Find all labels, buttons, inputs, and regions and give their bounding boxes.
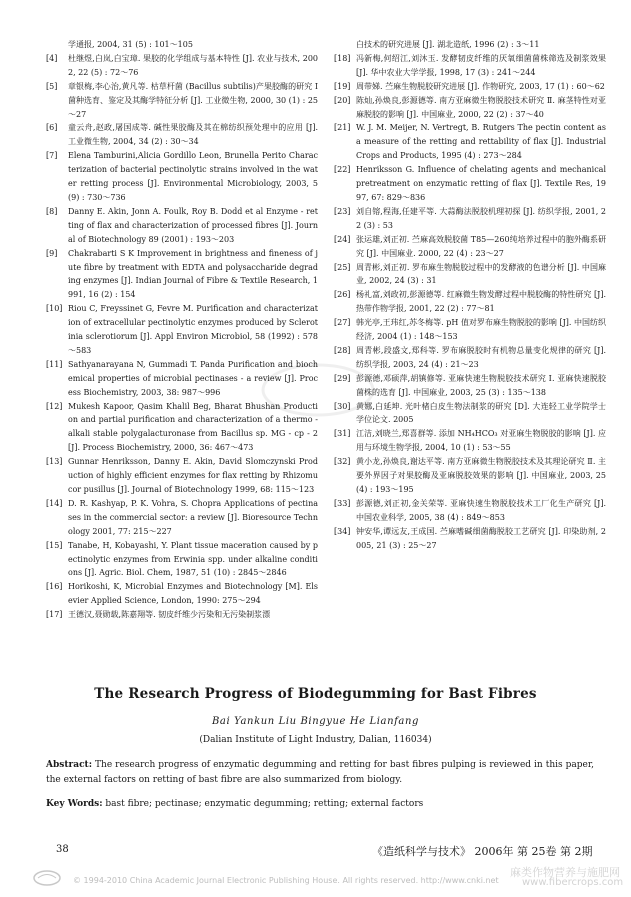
reference-item xyxy=(334,163,606,205)
footer xyxy=(0,866,631,897)
reference-number: [19] xyxy=(334,81,351,91)
reference-number: [22] xyxy=(334,165,351,175)
reference-number: [16] xyxy=(46,582,63,592)
keywords-label: Key Words: xyxy=(46,799,103,809)
reference-number: [12] xyxy=(46,401,63,411)
reference-text: W. J. M. Meijer, N. Vertregt, B. Rutgers The pectin content as a measure of the retting and rettability of flax [J]. Industrial Crops and Products, 1995 (4) : 273～284 xyxy=(356,123,606,161)
reference-item xyxy=(334,233,606,261)
reference-text: 周青彬,段盛文,郑科等. 罗布麻脱胶时有机物总量变化规律的研究 [J]. 纺织学报, 2003, 24 (4) : 21～23 xyxy=(356,345,606,369)
reference-item xyxy=(46,121,318,149)
reference-item xyxy=(46,80,318,122)
reference-number: [15] xyxy=(46,540,63,550)
reference-number: [13] xyxy=(46,457,63,467)
reference-text: 章银梅,李心治,黄凡等. 枯草杆菌 (Bacillus subtilis)产果胶酶的研究 Ⅰ 菌种选育、鉴定及其酶学特征分析 [J]. 工业微生物, 2000, 30 (1) : 25～27 xyxy=(68,81,318,119)
reference-item xyxy=(46,52,318,80)
reference-text: 周青彬,刘正初. 罗布麻生物脱胶过程中的发酵液的色谱分析 [J]. 中国麻业, 2002, 24 (3) : 31 xyxy=(356,262,606,286)
reference-text: Elena Tamburini,Alicia Gordillo Leon, Brunella Perito Characterization of bacterial pectinolytic strains involved in the water retting process [J]. Environmental Microbiology, 2003, 5 (9) : 730～736 xyxy=(68,151,318,202)
reference-item xyxy=(334,455,606,497)
reference-item xyxy=(334,38,606,52)
references-left-column xyxy=(46,38,318,622)
reference-item xyxy=(334,427,606,455)
journal-info: 《造纸科学与技术》 2006年 第 25卷 第 2期 xyxy=(372,845,593,858)
reference-item xyxy=(334,525,606,553)
reference-text: 冯新梅,何绍江,刘沐玉. 发酵韧皮纤维的厌氧细菌菌株筛选及制浆效果 [J]. 华中农业大学学报, 1998, 17 (3) : 241～244 xyxy=(356,53,606,77)
reference-number: [8] xyxy=(46,206,58,216)
reference-text: Chakrabarti S K Improvement in brightness and fineness of jute fibre by treatment with EDTA and polysaccharide degrading enzymes [J]. Indian Journal of Fibre & Textile Research, 1991, 16 (2) : 154 xyxy=(68,248,318,300)
reference-item xyxy=(46,497,318,539)
reference-text: 江洁,刘晓兰,郑喜群等. 添加 NH₄HCO₃ 对亚麻生物脱胶的影响 [J]. 应用与环境生物学报, 2004, 10 (1) : 53～55 xyxy=(356,429,606,453)
reference-item xyxy=(46,608,318,622)
reference-text: 钟安华,谭远友,王成国. 苎麻嗜碱细菌酶脱胶工艺研究 [J]. 印染助剂, 2005, 21 (3) : 25～27 xyxy=(356,526,606,550)
reference-text: 王德汉,聂勋载,陈嘉翔等. 韧皮纤维少污染和无污染制浆漂 xyxy=(68,610,271,620)
reference-text: 黄小龙,孙焕良,谢达平等. 南方亚麻微生物脱胶技术及其理论研究 Ⅱ. 主要外界因子对果胶酶及亚麻脱胶效果的影响 [J]. 中国麻业, 2003, 25 (4) : 193～195 xyxy=(356,457,606,494)
site-watermark-url[interactable]: www.fibercrops.com xyxy=(522,877,624,888)
reference-number: [30] xyxy=(334,401,351,411)
reference-text: 杜继煜,白岚,白宝璋. 果胶的化学组成与基本特性 [J]. 农业与技术, 2002, 22 (5) : 72～76 xyxy=(68,53,318,77)
reference-text: Mukesh Kapoor, Qasim Khalil Beg, Bharat Bhushan Production and partial purification and characterization of a thermo - alkali stable polygalacturonase from Bacillus sp. MG - cp - 2 [J]. Process Biochemistry, 2000, 36: 467～473 xyxy=(68,401,318,453)
reference-text: 黄娜,白延坤. 光叶楮白皮生物法制浆的研究 [D]. 大连轻工业学院学士学位论文. 2005 xyxy=(356,401,606,425)
abstract-label: Abstract: xyxy=(46,760,93,770)
reference-item xyxy=(46,302,318,358)
reference-number: [24] xyxy=(334,234,351,244)
reference-number: [5] xyxy=(46,81,58,91)
reference-item xyxy=(334,205,606,233)
reference-number: [4] xyxy=(46,53,58,63)
watermark-logo-icon xyxy=(258,360,378,420)
abstract-text: The research progress of enzymatic degumming and retting for bast fibres pulping is reviewed in this paper, the external factors on retting of bast fibre are also summarized from biology. xyxy=(46,760,594,785)
reference-item xyxy=(334,80,606,94)
reference-number: [9] xyxy=(46,248,58,258)
reference-item xyxy=(46,455,318,497)
reference-number: [25] xyxy=(334,262,351,272)
reference-item xyxy=(46,205,318,247)
copyright-text: © 1994-2010 China Academic Journal Electronic Publishing House. All rights reserved. http://www.cnki.net xyxy=(73,876,499,885)
reference-number: [10] xyxy=(46,304,63,314)
reference-number: [23] xyxy=(334,206,351,216)
reference-number: [27] xyxy=(334,318,351,328)
references-right-column xyxy=(334,38,606,553)
reference-text: 学通报, 2004, 31 (5) : 101～105 xyxy=(68,40,193,49)
reference-text: 周带娣. 苎麻生物脱胶研究进展 [J]. 作物研究, 2003, 17 (1) : 60～62 xyxy=(356,81,605,91)
reference-text: 韩光亭,王玮红,苏冬梅等. pH 值对罗布麻生物脱胶的影响 [J]. 中国纺织经济, 2004 (1) : 148～153 xyxy=(356,318,606,342)
english-keywords xyxy=(46,797,594,811)
reference-item xyxy=(46,38,318,52)
reference-item xyxy=(46,580,318,608)
reference-number: [32] xyxy=(334,457,351,467)
reference-item xyxy=(334,94,606,122)
reference-number: [21] xyxy=(334,123,351,133)
reference-number: [17] xyxy=(46,610,63,620)
page-number: 38 xyxy=(56,844,69,855)
reference-number: [7] xyxy=(46,151,58,161)
reference-text: 彭源德,邓硕萍,胡镇修等. 亚麻快速生物脱胶技术研究 Ⅰ. 亚麻快速脱胶菌株的选育 [J]. 中国麻业, 2003, 25 (3) : 135～138 xyxy=(356,373,606,397)
reference-text: 陈灿,孙焕良,彭源德等. 南方亚麻微生物脱胶技术研究 Ⅱ. 麻茎特性对亚麻脱胶的影响 [J]. 中国麻业, 2000, 22 (2) : 37～40 xyxy=(356,95,606,119)
english-abstract xyxy=(46,758,594,787)
reference-item xyxy=(46,149,318,205)
reference-text: D. R. Kashyap, P. K. Vohra, S. Chopra Applications of pectinases in the commercial sector: a review [J]. Bioresource Technology 2001, 77: 215～227 xyxy=(68,498,318,536)
reference-item xyxy=(46,247,318,303)
reference-text: 刘自镕,程海,任建平等. 大蒜酶法脱胶机理初探 [J]. 纺织学报, 2001, 22 (3) : 53 xyxy=(356,206,606,230)
reference-number: [14] xyxy=(46,498,63,508)
reference-item xyxy=(334,288,606,316)
reference-text: Horikoshi, K, Microbial Enzymes and Biotechnology [M]. Elsevier Applied Science, London, 1990: 275～294 xyxy=(68,582,318,606)
english-affiliation: (Dalian Institute of Light Industry, Dalian, 116034) xyxy=(199,735,432,745)
reference-text: Gunnar Henriksson, Danny E. Akin, David Slomczynski Production of highly efficient enzymes for flax retting by Rhizomucor pusillus [J]. Journal of Biotechnology 1999, 68: 115～123 xyxy=(68,457,318,494)
reference-number: [20] xyxy=(334,95,351,105)
reference-number: [6] xyxy=(46,123,58,133)
site-watermark-text: 麻类作物营养与施肥网 xyxy=(510,866,620,879)
reference-text: 童云舟,赵政,屠国成等. 碱性果胶酶及其在棉纺织预处理中的应用 [J]. 工业微生物, 2004, 34 (2) : 30～34 xyxy=(68,123,318,147)
reference-item xyxy=(334,121,606,163)
reference-item xyxy=(46,539,318,581)
reference-item xyxy=(334,52,606,80)
reference-text: 白技术的研究进展 [J]. 湖北造纸, 1996 (2) : 3～11 xyxy=(356,40,540,49)
reference-text: 张运雄,刘正初. 苎麻高效脱胶菌 T85—260纯培养过程中的胞外酶系研究 [J]. 中国麻业. 2000, 22 (4) : 23～27 xyxy=(356,234,606,258)
reference-number: [29] xyxy=(334,373,351,383)
reference-item xyxy=(334,261,606,289)
reference-text: Sathyanarayana N, Gummadi T. Panda Purification and biochemical properties of microbial pectinases - a review [J]. Process Biochemistry, 2003, 38: 987～996 xyxy=(68,359,318,397)
reference-item xyxy=(334,316,606,344)
reference-number: [18] xyxy=(334,53,351,63)
reference-number: [11] xyxy=(46,359,63,369)
keywords-text: bast fibre; pectinase; enzymatic degumming; retting; external factors xyxy=(105,799,424,809)
reference-item xyxy=(334,497,606,525)
reference-text: 杨礼富,刘政初,彭源德等. 红麻微生物发酵过程中脱胶酶的特性研究 [J]. 热带作物学报, 2001, 22 (2) : 77～81 xyxy=(356,290,606,314)
reference-text: Henriksson G. Influence of chelating agents and mechanical pretreatment on enzymatic retting of flax [J]. Textile Res, 1997, 67: 829～836 xyxy=(356,165,606,202)
english-authors: Bai Yankun Liu Bingyue He Lianfang xyxy=(211,716,420,727)
reference-text: Danny E. Akin, Jonn A. Foulk, Roy B. Dodd et al Enzyme - retting of flax and characterization of processed fibres [J]. Journal of Biotechnology 89 (2001) : 193～203 xyxy=(68,206,318,244)
reference-text: Tanabe, H, Kobayashi, Y. Plant tissue maceration caused by pectinolytic enzymes from Erwinia spp. under alkaline conditions [J]. Agric. Biol. Chem, 1987, 51 (10) : 2845～2846 xyxy=(68,540,318,578)
reference-number: [26] xyxy=(334,290,351,300)
reference-number: [28] xyxy=(334,345,351,355)
reference-number: [31] xyxy=(334,429,351,439)
reference-number: [33] xyxy=(334,498,351,508)
reference-text: Riou C, Freyssinet G, Fevre M. Purification and characterization of extracellular pectinolytic enzymes produced by Sclerotinia sclerotiorum [J]. Appl Environ Microbiol, 58 (1992) : 578～583 xyxy=(68,304,318,355)
cnki-logo-icon xyxy=(32,869,62,887)
english-title: The Research Progress of Biodegumming for Bast Fibres xyxy=(94,686,537,702)
reference-text: 彭源德,刘正初,金关荣等. 亚麻快速生物脱胶技术工厂化生产研究 [J]. 中国农业科学, 2005, 38 (4) : 849～853 xyxy=(356,498,606,522)
reference-number: [34] xyxy=(334,526,351,536)
